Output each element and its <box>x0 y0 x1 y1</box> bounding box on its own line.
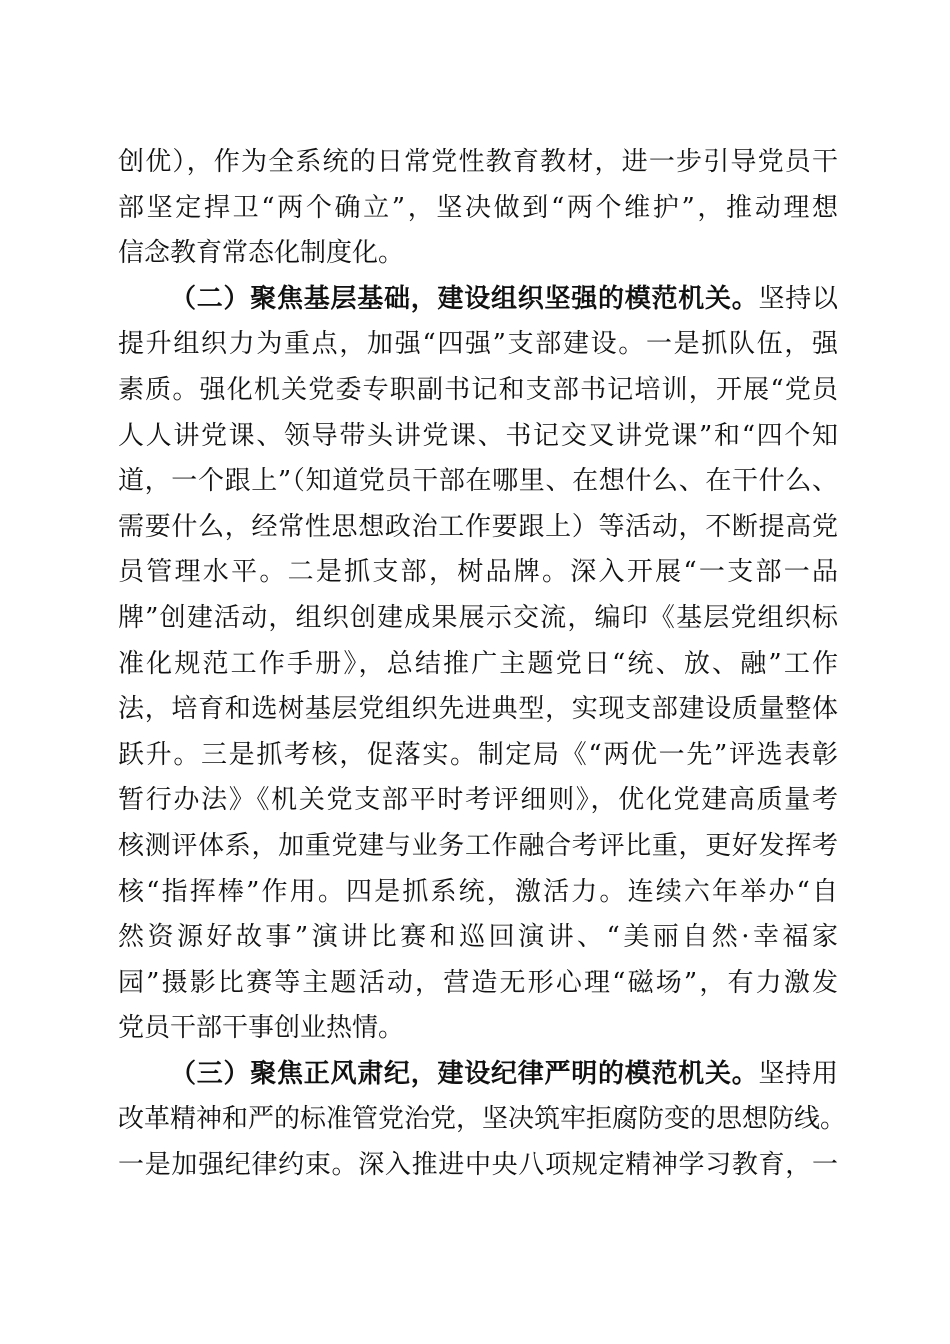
paragraph-line: 跃升。三是抓考核，促落实。制定局《“两优一先”评选表彰 <box>118 739 838 770</box>
paragraph-line: 员管理水平。二是抓支部，树品牌。深入开展“一支部一品 <box>118 557 838 588</box>
paragraph-line: 提升组织力为重点，加强“四强”支部建设。一是抓队伍，强 <box>118 329 838 360</box>
paragraph-3 <box>118 1052 847 1189</box>
paragraph-line: 改革精神和严的标准管党治党，坚决筑牢拒腐防变的思想防线。 <box>118 1104 847 1135</box>
paragraph-line: 核“指挥棒”作用。四是抓系统，激活力。连续六年举办“自 <box>118 876 838 907</box>
paragraph-first-line <box>118 1052 838 1098</box>
section-heading: （二）聚焦基层基础，建设组织坚强的模范机关。 <box>170 283 759 314</box>
paragraph-line: 创优），作为全系统的日常党性教育教材，进一步引导党员干 <box>118 147 838 177</box>
paragraph-line: 核测评体系，加重党建与业务工作融合考评比重，更好发挥考 <box>118 830 838 861</box>
paragraph-1 <box>118 140 838 277</box>
paragraph-line: 牌”创建活动，组织创建成果展示交流，编印《基层党组织标 <box>118 602 838 633</box>
document-body <box>118 140 847 1189</box>
heading-continuation: 坚持用 <box>758 1058 838 1089</box>
paragraph-line: 准化规范工作手册》，总结推广主题党日“统、放、融”工作 <box>118 648 838 679</box>
paragraph-line: 党员干部干事创业热情。 <box>118 1013 405 1044</box>
paragraph-line: 园”摄影比赛等主题活动，营造无形心理“磁场”，有力激发 <box>118 967 838 998</box>
paragraph-line: 部坚定捍卫“两个确立”，坚决做到“两个维护”，推动理想 <box>118 192 838 223</box>
paragraph-first-line <box>118 277 838 323</box>
paragraph-line: 法，培育和选树基层党组织先进典型，实现支部建设质量整体 <box>118 694 838 725</box>
section-heading: （三）聚焦正风肃纪，建设纪律严明的模范机关。 <box>170 1058 759 1089</box>
paragraph-2 <box>118 277 838 1052</box>
paragraph-line: 信念教育常态化制度化。 <box>118 238 405 269</box>
paragraph-line: 需要什么，经常性思想政治工作要跟上）等活动，不断提高党 <box>118 511 838 542</box>
heading-continuation: 坚持以 <box>758 283 838 314</box>
paragraph-line: 素质。强化机关党委专职副书记和支部书记培训，开展“党员 <box>118 374 838 405</box>
paragraph-line: 暂行办法》《机关党支部平时考评细则》，优化党建高质量考 <box>118 785 838 816</box>
paragraph-line: 一是加强纪律约束。深入推进中央八项规定精神学习教育，一 <box>118 1150 838 1181</box>
paragraph-line: 人人讲党课、领导带头讲党课、书记交叉讲党课”和“四个知 <box>118 420 838 451</box>
paragraph-line: 道，一个跟上”（知道党员干部在哪里、在想什么、在干什么、 <box>118 466 838 497</box>
paragraph-line: 然资源好故事”演讲比赛和巡回演讲、“美丽自然·幸福家 <box>118 922 838 953</box>
